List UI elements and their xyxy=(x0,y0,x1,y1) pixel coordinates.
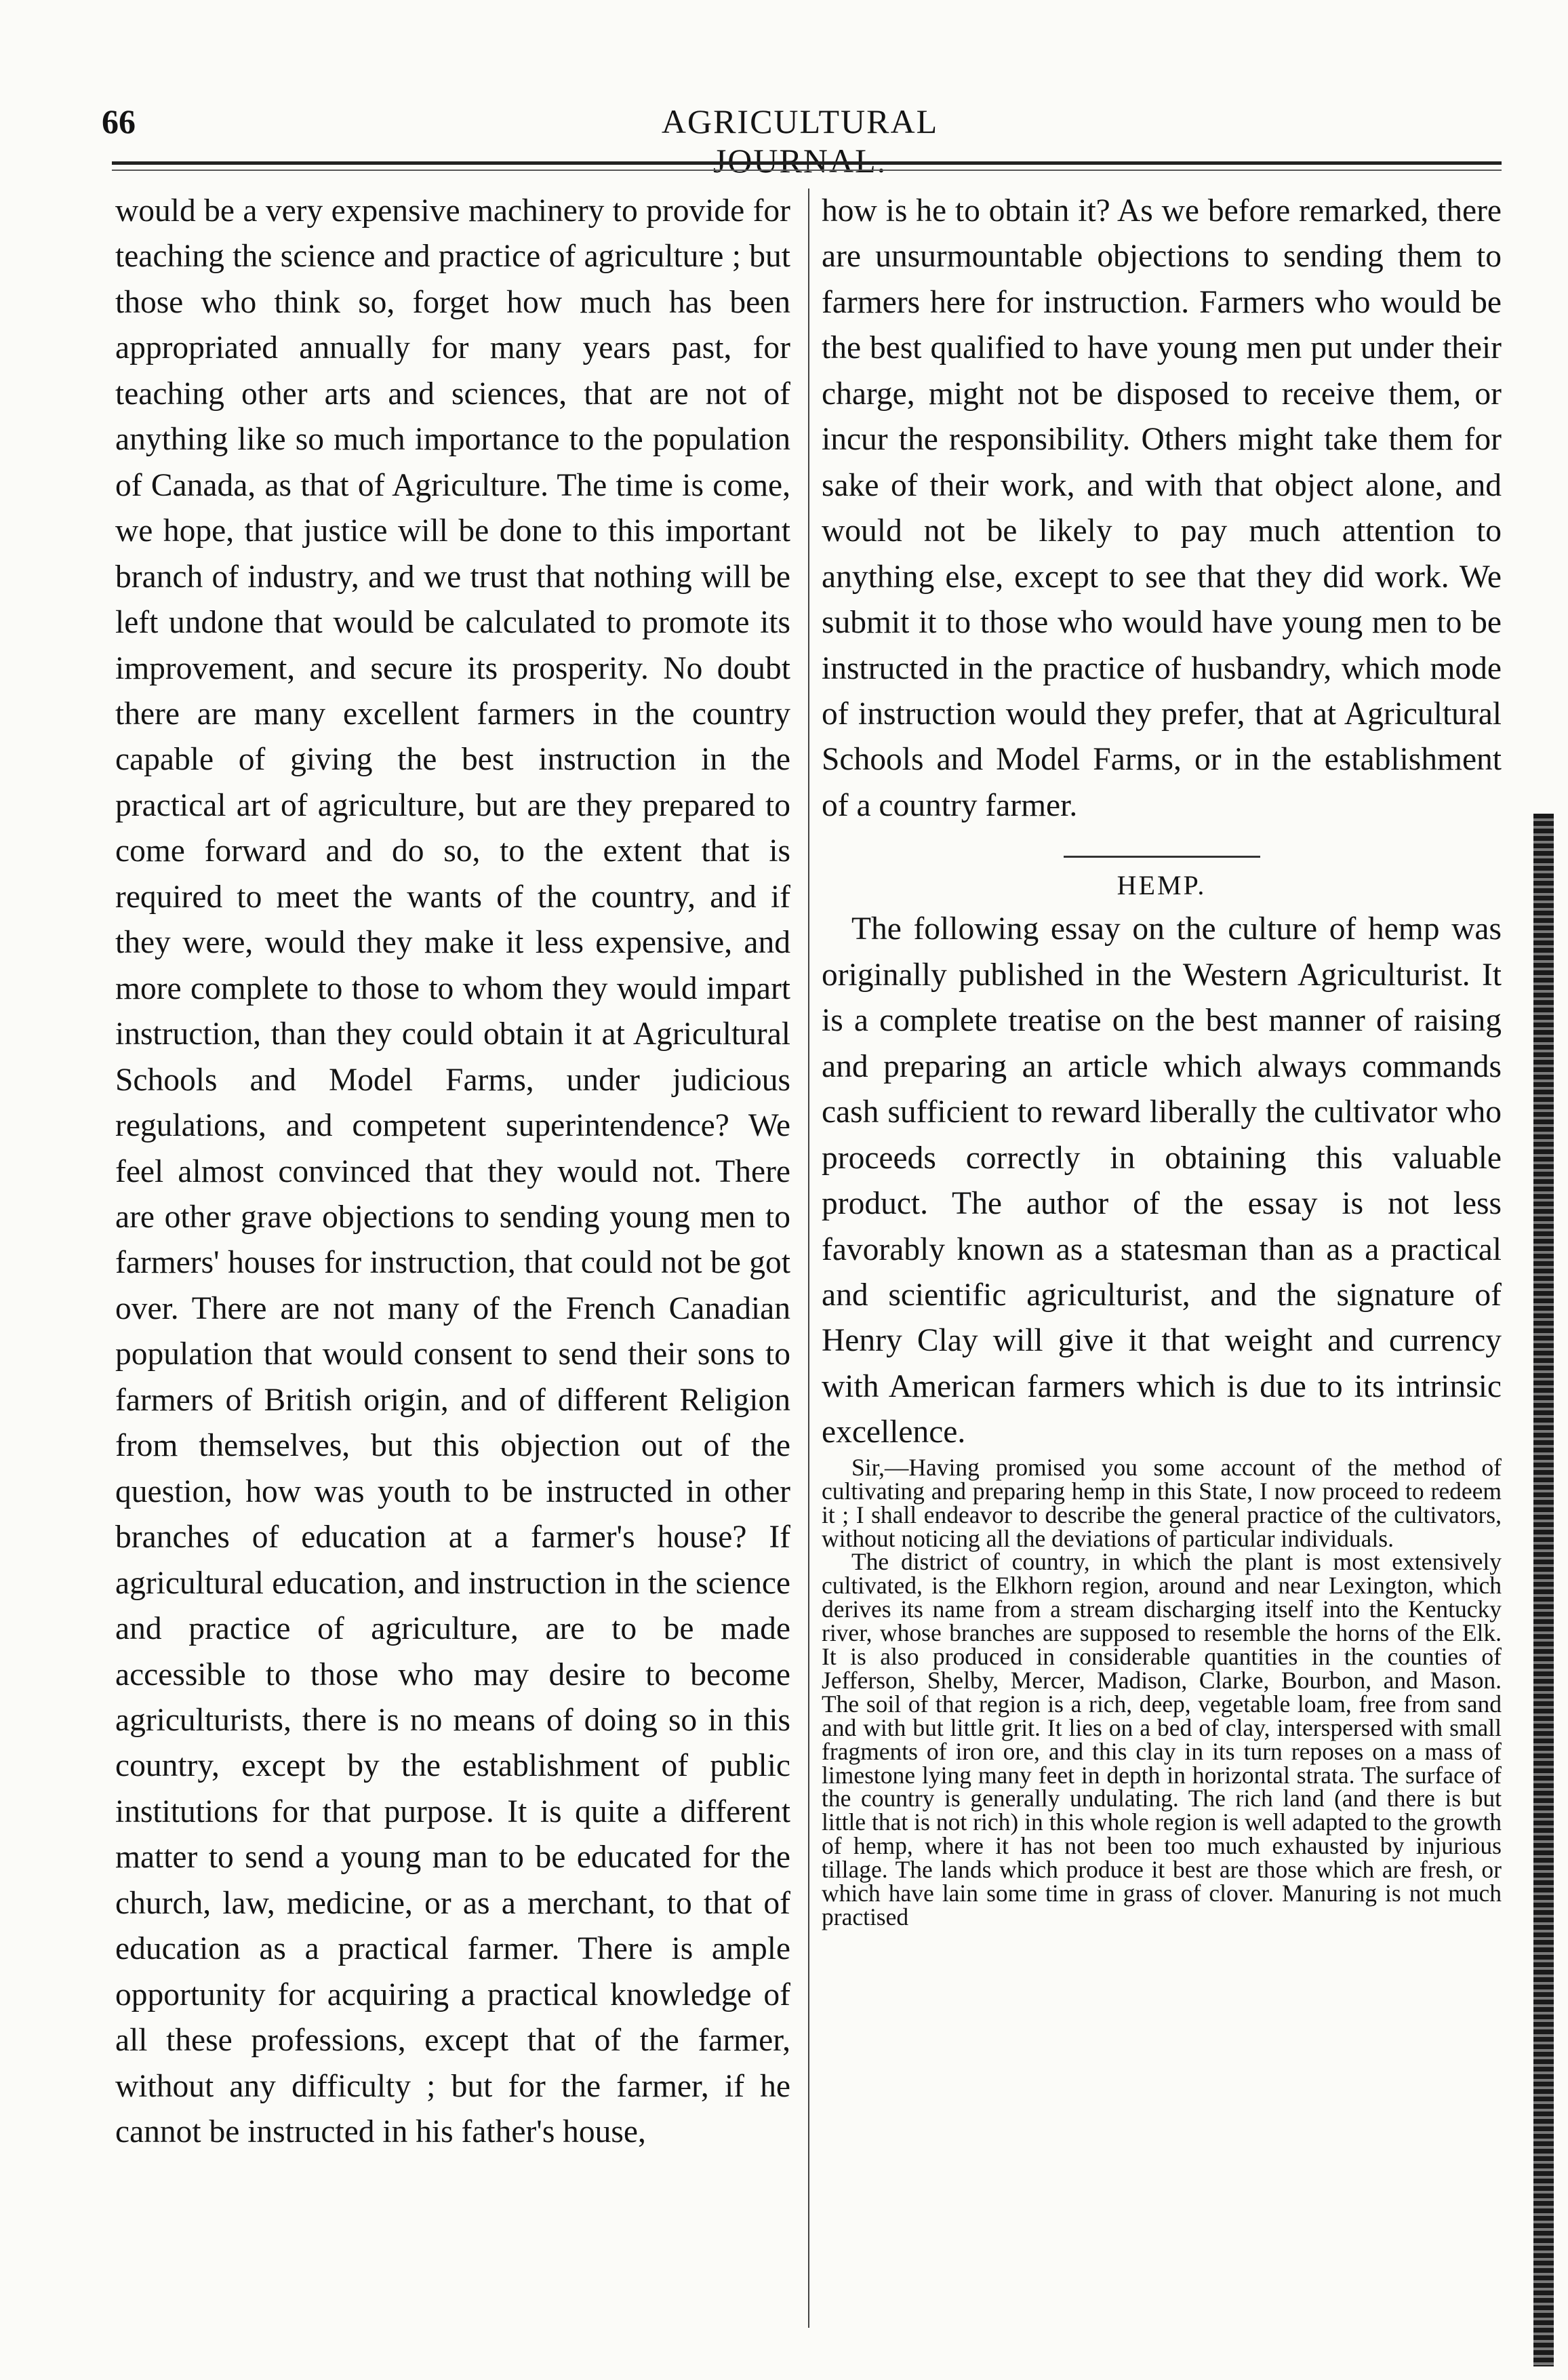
left-column-text: would be a very expensive machinery to provide for teaching the science and practice of agriculture ; but those who think so, forget how much has been appropriated annually for many years past, for teaching other arts and sciences, that are not of anything like so much importance to the population of Canada, as that of Agriculture. The time is come, we hope, that justice will be done to this important branch of industry, and we trust that nothing will be left undone that would be calculated to promote its improvement, and secure its prosperity. No doubt there are many excellent farmers in the country capable of giving the best instruction in the practical art of agriculture, but are they prepared to come forward and do so, to the extent that is required to meet the wants of the country, and if they were, would they make it less expensive, and more complete to those to whom they would impart instruction, than they could obtain it at Agricultural Schools and Model Farms, under judicious regulations, and competent superintendence? We feel almost convinced that they would not. There are other grave objections to sending young men to farmers' houses for instruction, that could not be got over. There are not many of the French Canadian population that would consent to send their sons to farmers of British origin, and of different Religion from themselves, but this objection out of the question, how was youth to be instructed in other branches of education at a farmer's house? If agricultural education, and instruction in the science and practice of agriculture, are to be made accessible to those who may desire to become agriculturists, there is no means of doing so in this country, except by the establishment of public institutions for that purpose. It is quite a different matter to send a young man to be educated for the church, law, medicine, or as a merchant, to that of education as a practical farmer. There is ample opportunity for acquiring a practical knowledge of all these professions, except that of the farmer, without any difficulty ; but for the farmer, if he cannot be instructed in his father's house, xyxy=(115,193,790,2150)
running-title: AGRICULTURAL JOURNAL. xyxy=(661,102,939,180)
letter-text xyxy=(822,1453,1502,1930)
header-rule-thin xyxy=(112,170,1502,171)
letter-paragraph-1: Sir,—Having promised you some account of the method of cultivating and preparing hemp in this State, I now proceed to redeem it ; I shall endeavor to describe the general practice of the cultivators, without noticing all the deviations of particular individuals. xyxy=(822,1453,1502,1552)
section-rule xyxy=(1064,856,1260,858)
left-column xyxy=(115,189,790,2155)
section-title: HEMP. xyxy=(1117,870,1207,901)
header-rule xyxy=(112,161,1502,165)
continuation-paragraph: how is he to obtain it? As we before remarked, there are unsurmountable objections to sending them to farmers here for instruction. Farmers who would be the best qualified to have young men put under their charge, might not be disposed to receive them, or incur the responsibility. Others might take them for sake of their work, and with that object alone, and would not be likely to pay much attention to anything else, except to see that they did work. We submit it to those who would have young men to be instructed in the practice of husbandry, which mode of instruction would they prefer, that at Agricultural Schools and Model Farms, or in the establishment of a country farmer. xyxy=(822,193,1502,823)
right-column xyxy=(822,189,1502,1929)
intro-paragraph: The following essay on the culture of hemp was originally published in the Western Agriculturist. It is a complete treatise on the best manner of raising and preparing an article which always commands cash sufficient to reward liberally the cultivator who proceeds correctly in obtaining this valuable product. The author of the essay is not less favorably known as a statesman than as a practical and scientific agriculturist, and the signature of Henry Clay will give it that weight and currency with American farmers which is due to its intrinsic excellence. xyxy=(822,911,1502,1450)
letter-paragraph-2: The district of country, in which the plant is most extensively cultivated, is the Elkhorn region, around and near Lexington, which derives its name from a stream discharging itself into the Kentucky river, whose branches are supposed to resemble the horns of the Elk. It is also produced in considerable quantities in the counties of Jefferson, Shelby, Mercer, Madison, Clarke, Bourbon, and Mason. The soil of that region is a rich, deep, vegetable loam, free from sand and with but little grit. It lies on a bed of clay, interspersed with small fragments of iron ore, and this clay in its turn reposes on a mass of limestone lying many feet in depth in horizontal strata. The surface of the country is generally undulating. The rich land (and there is but little that is not rich) in this whole region is well adapted to the growth of hemp, where it has not been too much exhausted by injurious tillage. The lands which produce it best are those which are fresh, or which have lain some time in grass of clover. Manuring is not much practised xyxy=(822,1548,1502,1930)
column-divider xyxy=(808,189,809,2328)
page-number: 66 xyxy=(102,102,136,140)
scan-edge-artifact xyxy=(1533,814,1554,2366)
